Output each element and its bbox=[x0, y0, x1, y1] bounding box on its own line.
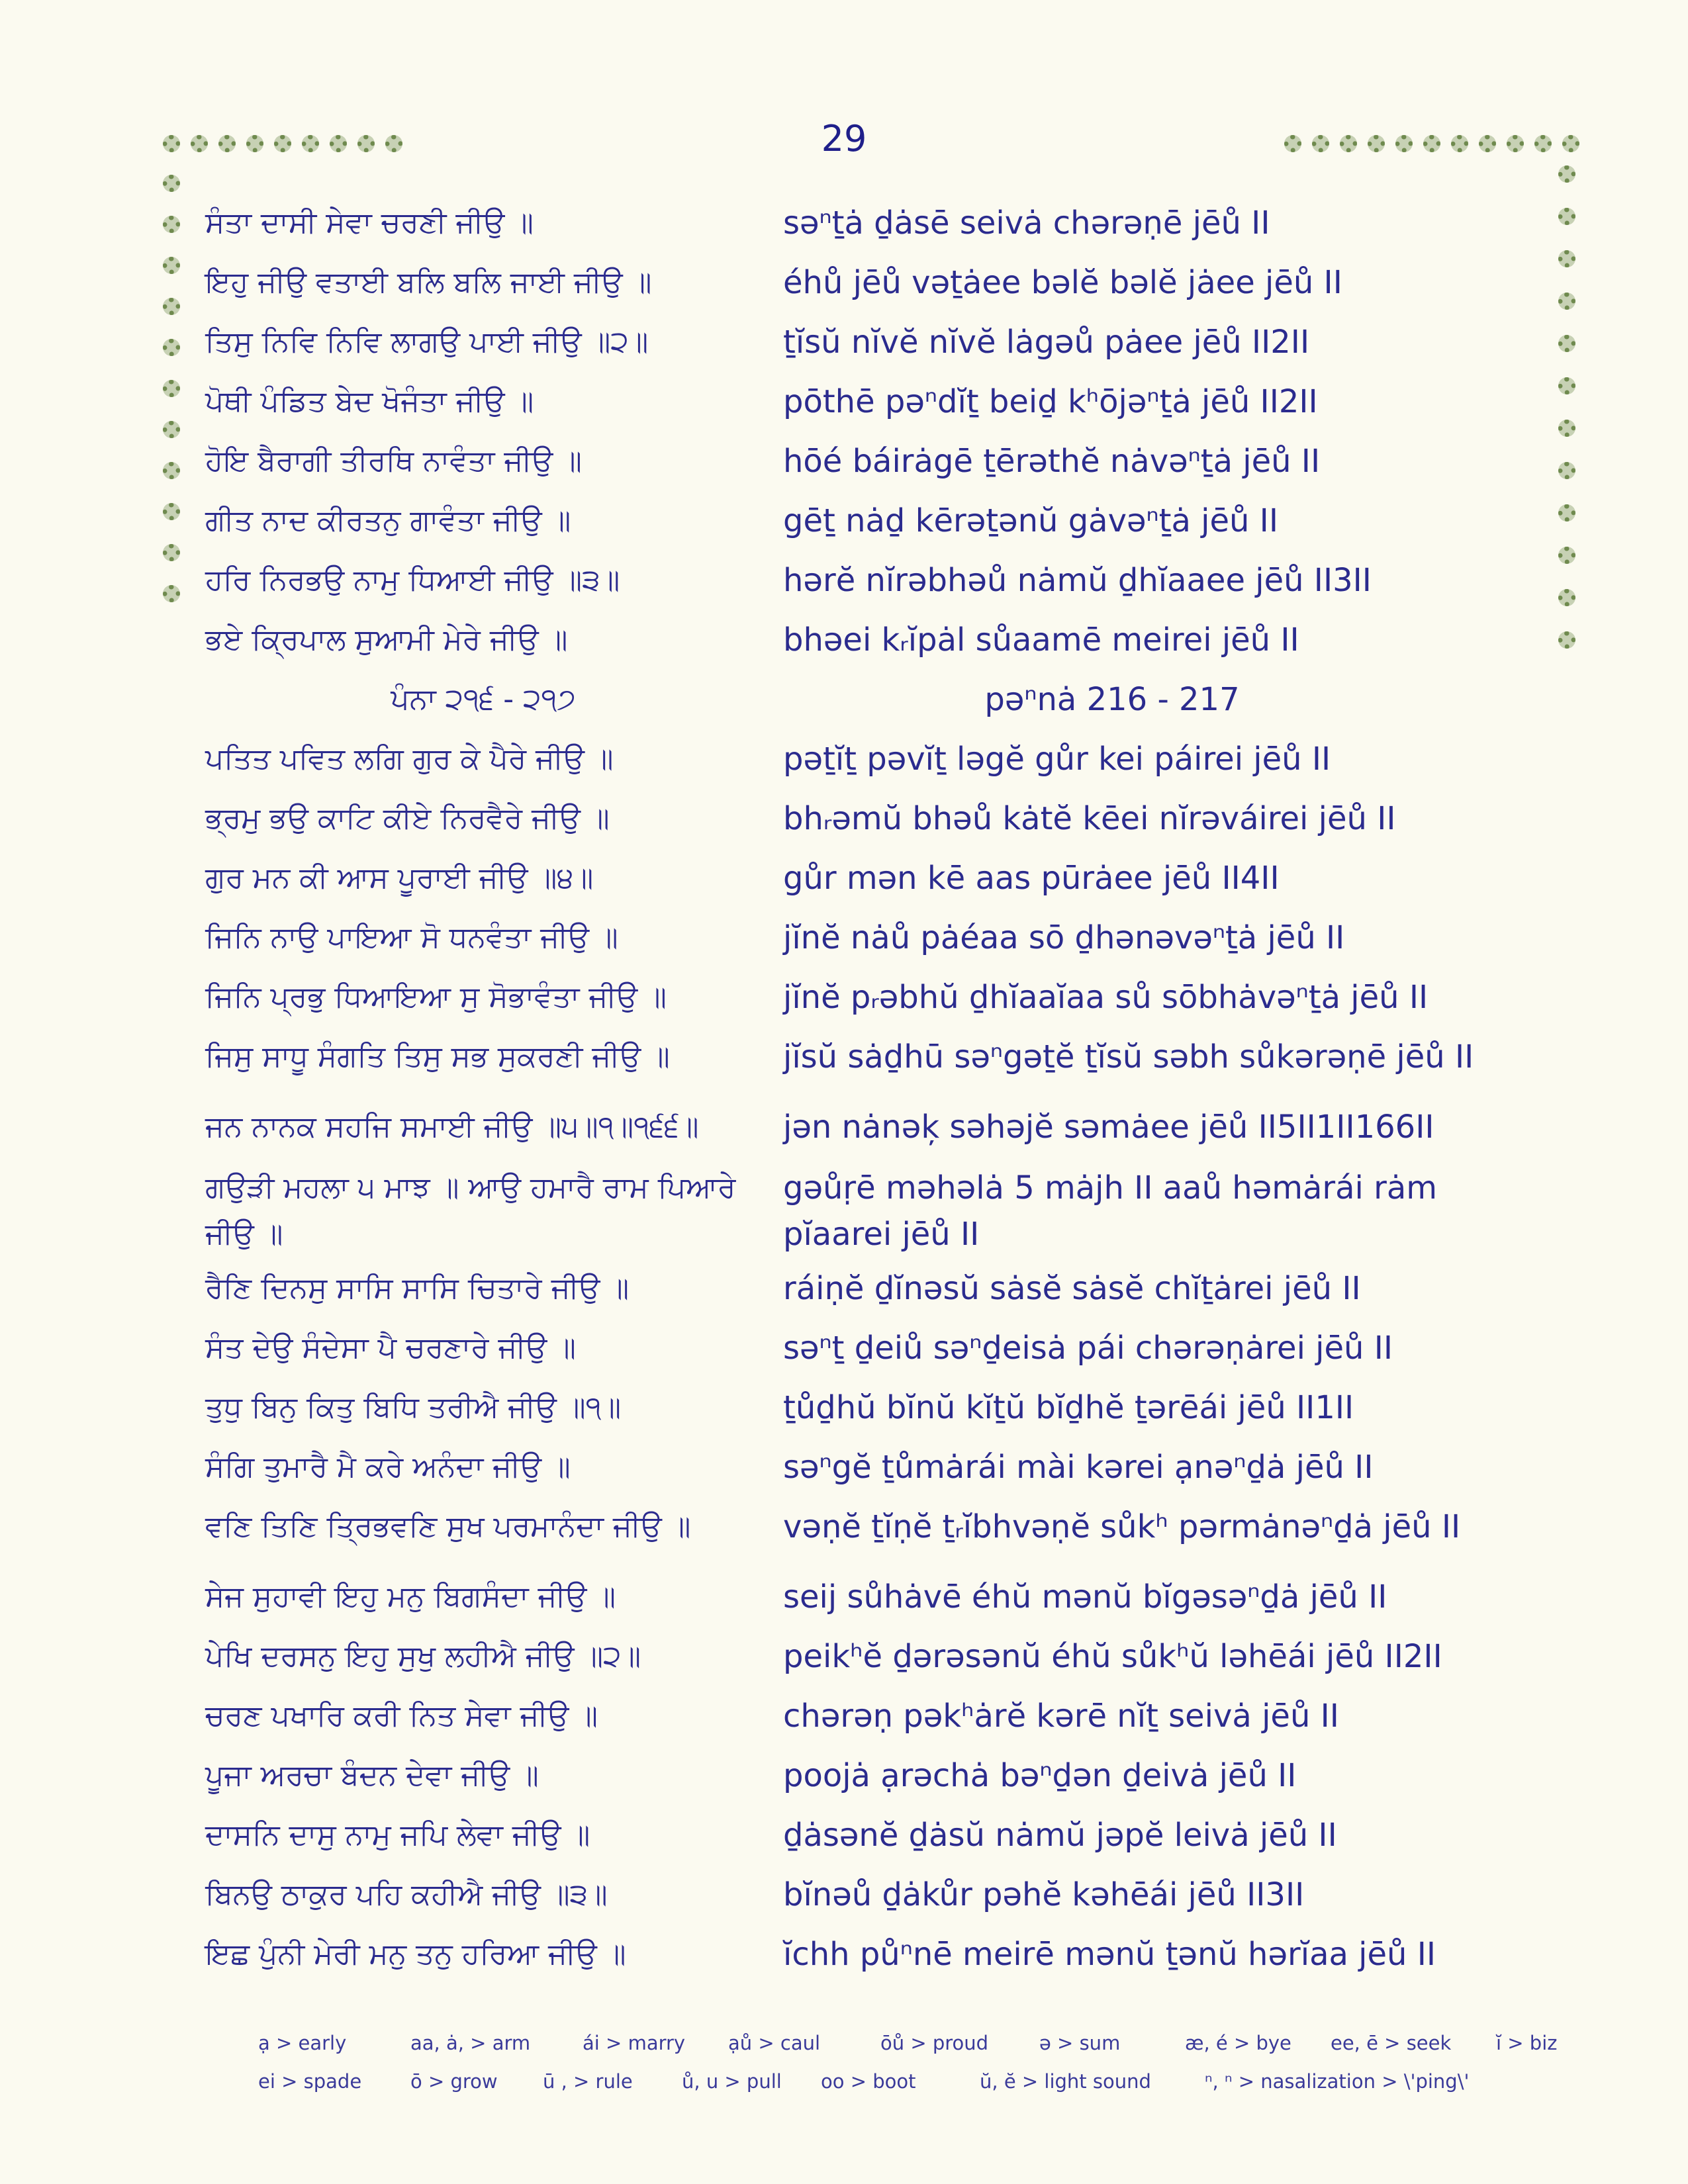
gurmukhi-text-continued: ਜੀਉ ॥ bbox=[205, 1217, 283, 1251]
legend-row bbox=[258, 2070, 1529, 2109]
legend-row bbox=[258, 2032, 1558, 2070]
flower-ornament-icon bbox=[218, 135, 236, 152]
transliteration-text: pōthē pəⁿdĭṯ beiḏ kʰōjəⁿṯȧ jēů II2II bbox=[783, 383, 1318, 420]
legend-item: ĭ > biz bbox=[1496, 2032, 1558, 2054]
flower-ornament-icon bbox=[163, 135, 180, 152]
gurmukhi-text: ਚਰਣ ਪਖਾਰਿ ਕਰੀ ਨਿਤ ਸੇਵਾ ਜੀਉ ॥ bbox=[205, 1699, 598, 1733]
transliteration-text: jən nȧnəķ səhəjĕ səmȧee jēů II5II1II166II bbox=[783, 1109, 1434, 1146]
transliteration-text: ṯůḏhŭ bĭnŭ kĭṯŭ bĭḏhĕ ṯərēái jēů II1II bbox=[783, 1389, 1354, 1426]
gurmukhi-text: ਪੰਨਾ ੨੧੬ - ੨੧੭ bbox=[391, 682, 576, 716]
gurmukhi-text: ਭਏ ਕ੍ਰਿਪਾਲ ਸੁਆਮੀ ਮੇਰੇ ਜੀਉ ॥ bbox=[205, 623, 568, 657]
flower-ornament-icon bbox=[163, 462, 180, 479]
transliteration-text: hərĕ nĭrəbhəů nȧmŭ ḏhĭaaee jēů II3II bbox=[783, 562, 1372, 599]
transliteration-text: jĭnĕ pᵣəbhŭ ḏhĭaaĭaa sů sōbhȧvəⁿṯȧ jēů II bbox=[783, 979, 1429, 1016]
gurmukhi-text: ਸੇਜ ਸੁਹਾਵੀ ਇਹੁ ਮਨੁ ਬਿਗਸੰਦਾ ਜੀਉ ॥ bbox=[205, 1580, 616, 1614]
flower-ornament-icon bbox=[1507, 135, 1524, 152]
flower-ornament-icon bbox=[246, 135, 263, 152]
gurmukhi-text: ਜਿਨਿ ਨਾਉ ਪਾਇਆ ਸੋ ਧਨਵੰਤਾ ਜੀਉ ॥ bbox=[205, 921, 618, 954]
flower-ornament-icon bbox=[163, 216, 180, 233]
flower-ornament-icon bbox=[163, 503, 180, 520]
gurmukhi-text: ਹਰਿ ਨਿਰਭਉ ਨਾਮੁ ਧਿਆਈ ਜੀਉ ॥੩॥ bbox=[205, 563, 620, 597]
legend-item: ŭ, ĕ > light sound bbox=[980, 2070, 1151, 2093]
page-number: 29 bbox=[821, 118, 867, 159]
transliteration-text: jĭsŭ sȧḏhū səⁿgəṯĕ ṯĭsŭ səbh sůkərəṇē jēů II bbox=[783, 1038, 1474, 1075]
legend-item: ạů > caul bbox=[728, 2032, 821, 2054]
flower-ornament-icon bbox=[163, 257, 180, 274]
gurmukhi-text: ਪੇਖਿ ਦਰਸਨੁ ਇਹੁ ਸੁਖੁ ਲਹੀਐ ਜੀਉ ॥੨॥ bbox=[205, 1639, 641, 1673]
legend-item: ⁿ, ⁿ > nasalization > \'ping\' bbox=[1205, 2070, 1470, 2093]
transliteration-text: seij sůhȧvē éhŭ mənŭ bĭgəsəⁿḏȧ jēů II bbox=[783, 1578, 1387, 1615]
flower-ornament-icon bbox=[302, 135, 319, 152]
gurmukhi-text: ਜਨ ਨਾਨਕ ਸਹਜਿ ਸਮਾਈ ਜੀਉ ॥੫॥੧॥੧੬੬॥ bbox=[205, 1110, 699, 1144]
flower-ornament-icon bbox=[1395, 135, 1413, 152]
gurmukhi-text: ਭ੍ਰਮੁ ਭਉ ਕਾਟਿ ਕੀਏ ਨਿਰਵੈਰੇ ਜੀਉ ॥ bbox=[205, 801, 610, 835]
flower-ornament-icon bbox=[1284, 135, 1301, 152]
flower-ornament-icon bbox=[163, 421, 180, 438]
transliteration-text: gēṯ nȧḏ kērəṯənŭ gȧvəⁿṯȧ jēů II bbox=[783, 502, 1278, 539]
flower-ornament-icon bbox=[1312, 135, 1329, 152]
flower-ornament-icon bbox=[357, 135, 375, 152]
legend-item: ō > grow bbox=[410, 2070, 498, 2093]
flower-ornament-icon bbox=[1340, 135, 1357, 152]
transliteration-text: ráiṇĕ ḏĭnəsŭ sȧsĕ sȧsĕ chĭṯȧrei jēů II bbox=[783, 1270, 1361, 1307]
gurmukhi-text: ਤਿਸੁ ਨਿਵਿ ਨਿਵਿ ਲਾਗਉ ਪਾਈ ਜੀਉ ॥੨॥ bbox=[205, 325, 649, 359]
transliteration-text: ḏȧsənĕ ḏȧsŭ nȧmŭ jəpĕ leivȧ jēů II bbox=[783, 1817, 1337, 1854]
flower-ornament-icon bbox=[1368, 135, 1385, 152]
gurmukhi-text: ਰੈਣਿ ਦਿਨਸੁ ਸਾਸਿ ਸਾਸਿ ਚਿਤਾਰੇ ਜੀਉ ॥ bbox=[205, 1271, 630, 1305]
transliteration-text: ṯĭsŭ nĭvĕ nĭvĕ lȧgəů pȧee jēů II2II bbox=[783, 324, 1310, 361]
transliteration-text: vəṇĕ ṯĭṇĕ ṯᵣĭbhvəṇĕ sůkʰ pərmȧnəⁿḏȧ jēů II bbox=[783, 1508, 1461, 1545]
transliteration-text: chərəṇ pəkʰȧrĕ kərē nĭṯ seivȧ jēů II bbox=[783, 1698, 1339, 1735]
gurmukhi-text: ਗੀਤ ਨਾਦ ਕੀਰਤਨੁ ਗਾਵੰਤਾ ਜੀਉ ॥ bbox=[205, 504, 571, 537]
legend-item: aa, ȧ, > arm bbox=[410, 2032, 531, 2054]
gurmukhi-text: ਤੁਧੁ ਬਿਨੁ ਕਿਤੁ ਬਿਧਿ ਤਰੀਐ ਜੀਉ ॥੧॥ bbox=[205, 1390, 622, 1424]
transliteration-text: gůr mən kē aas pūrȧee jēů II4II bbox=[783, 860, 1280, 897]
pronunciation-legend bbox=[258, 2032, 1558, 2109]
transliteration-text: pəṯĭṯ pəvĭṯ ləgĕ gůr kei páirei jēů II bbox=[783, 741, 1331, 778]
legend-item: ů, u > pull bbox=[682, 2070, 782, 2093]
gurmukhi-text: ਇਛ ਪੁੰਨੀ ਮੇਰੀ ਮਨੁ ਤਨੁ ਹਰਿਆ ਜੀਉ ॥ bbox=[205, 1937, 626, 1971]
transliteration-text: səⁿṯȧ ḏȧsē seivȧ chərəṇē jēů II bbox=[783, 205, 1270, 242]
transliteration-text: éhů jēů vəṯȧee bəlĕ bəlĕ jȧee jēů II bbox=[783, 264, 1342, 301]
gurmukhi-text: ਜਿਨਿ ਪ੍ਰਭੁ ਧਿਆਇਆ ਸੁ ਸੋਭਾਵੰਤਾ ਜੀਉ ॥ bbox=[205, 980, 667, 1014]
transliteration-text: ĭchh půⁿnē meirē mənŭ ṯənŭ hərĭaa jēů II bbox=[783, 1936, 1436, 1973]
legend-item: æ, é > bye bbox=[1185, 2032, 1291, 2054]
transliteration-text: peikʰĕ ḏərəsənŭ éhŭ sůkʰŭ ləhēái jēů II2II bbox=[783, 1638, 1442, 1675]
transliteration-text: bhəei kᵣĭpȧl sůaamē meirei jēů II bbox=[783, 621, 1299, 659]
legend-item: oo > boot bbox=[821, 2070, 916, 2093]
transliteration-text: hōé báirȧgē ṯērəthĕ nȧvəⁿṯȧ jēů II bbox=[783, 443, 1321, 480]
flower-ornament-icon bbox=[163, 585, 180, 602]
flower-ornament-icon bbox=[1562, 135, 1579, 152]
flower-ornament-icon bbox=[1534, 135, 1552, 152]
transliteration-text: səⁿṯ ḏeiů səⁿḏeisȧ pái chərəṇȧrei jēů II bbox=[783, 1330, 1393, 1367]
gurmukhi-text: ਗੁਰ ਮਨ ਕੀ ਆਸ ਪੂਰਾਈ ਜੀਉ ॥੪॥ bbox=[205, 861, 594, 895]
transliteration-text: jĭnĕ nȧů pȧéaa sō ḏhənəvəⁿṯȧ jēů II bbox=[783, 919, 1345, 956]
gurmukhi-text: ਸੰਤਾ ਦਾਸੀ ਸੇਵਾ ਚਰਣੀ ਜੀਉ ॥ bbox=[205, 206, 534, 240]
legend-item: ə > sum bbox=[1039, 2032, 1121, 2054]
flower-ornament-icon bbox=[163, 298, 180, 315]
legend-item: ee, ē > seek bbox=[1331, 2032, 1452, 2054]
flower-ornament-icon bbox=[1479, 135, 1496, 152]
gurmukhi-text: ਹੋਇ ਬੈਰਾਗੀ ਤੀਰਥਿ ਨਾਵੰਤਾ ਜੀਉ ॥ bbox=[205, 444, 582, 478]
gurmukhi-text: ਬਿਨਉ ਠਾਕੁਰ ਪਹਿ ਕਹੀਐ ਜੀਉ ॥੩॥ bbox=[205, 1878, 608, 1911]
transliteration-text: gəůṛē məhəlȧ 5 mȧjh II aaů həmȧrái rȧm pĭaarei jēů II bbox=[783, 1165, 1564, 1257]
gurmukhi-text: ਵਣਿ ਤਿਣਿ ਤ੍ਰਿਭਵਣਿ ਸੁਖ ਪਰਮਾਨੰਦਾ ਜੀਉ ॥ bbox=[205, 1510, 691, 1543]
flower-ornament-icon bbox=[330, 135, 347, 152]
flower-ornament-icon bbox=[163, 339, 180, 356]
flower-ornament-icon bbox=[1423, 135, 1440, 152]
transliteration-text: pəⁿnȧ 216 - 217 bbox=[984, 681, 1240, 718]
flower-ornament-icon bbox=[163, 175, 180, 192]
transliteration-text: səⁿgĕ ṯůmȧrái mài kərei ạnəⁿḏȧ jēů II bbox=[783, 1449, 1374, 1486]
legend-item: ōů > proud bbox=[880, 2032, 989, 2054]
transliteration-text: bĭnəů ḏȧkůr pəhĕ kəhēái jēů II3II bbox=[783, 1876, 1305, 1913]
flower-ornament-icon bbox=[1558, 165, 1575, 183]
gurmukhi-text: ਸੰਤ ਦੇਉ ਸੰਦੇਸਾ ਪੈ ਚਰਣਾਰੇ ਜੀਉ ॥ bbox=[205, 1331, 576, 1365]
gurmukhi-text: ਪੂਜਾ ਅਰਚਾ ਬੰਦਨ ਦੇਵਾ ਜੀਉ ॥ bbox=[205, 1758, 539, 1792]
flower-ornament-icon bbox=[1451, 135, 1468, 152]
transliteration-text: poojȧ ạrəchȧ bəⁿḏən ḏeivȧ jēů II bbox=[783, 1757, 1297, 1794]
flower-ornament-icon bbox=[163, 380, 180, 397]
flower-ornament-icon bbox=[191, 135, 208, 152]
gurmukhi-text: ਜਿਸੁ ਸਾਧੂ ਸੰਗਤਿ ਤਿਸੁ ਸਭ ਸੁਕਰਣੀ ਜੀਉ ॥ bbox=[205, 1040, 670, 1073]
gurmukhi-text: ਪਤਿਤ ਪਵਿਤ ਲਗਿ ਗੁਰ ਕੇ ਪੈਰੇ ਜੀਉ ॥ bbox=[205, 742, 614, 776]
legend-item: ái > marry bbox=[583, 2032, 686, 2054]
flower-ornament-icon bbox=[274, 135, 291, 152]
gurmukhi-text: ਪੋਥੀ ਪੰਡਿਤ ਬੇਦ ਖੋਜੰਤਾ ਜੀਉ ॥ bbox=[205, 385, 534, 418]
gurmukhi-text: ਦਾਸਨਿ ਦਾਸੁ ਨਾਮੁ ਜਪਿ ਲੇਵਾ ਜੀਉ ॥ bbox=[205, 1818, 590, 1852]
legend-item: ei > spade bbox=[258, 2070, 362, 2093]
legend-item: ū , > rule bbox=[543, 2070, 633, 2093]
gurmukhi-text: ਇਹੁ ਜੀਉ ਵਤਾਈ ਬਲਿ ਬਲਿ ਜਾਈ ਜੀਉ ॥ bbox=[205, 265, 652, 299]
gurmukhi-text: ਗਉੜੀ ਮਹਲਾ ੫ ਮਾਝ ॥ ਆਉ ਹਮਾਰੈ ਰਾਮ ਪਿਆਰੇ ਜੀਉ ॥ bbox=[205, 1165, 755, 1257]
transliteration-text: bhᵣəmŭ bhəů kȧtĕ kēei nĭrəváirei jēů II bbox=[783, 800, 1396, 837]
flower-ornament-icon bbox=[163, 544, 180, 561]
flower-ornament-icon bbox=[385, 135, 402, 152]
transliteration-text-continued: pĭaarei jēů II bbox=[783, 1216, 980, 1253]
legend-item: ạ > early bbox=[258, 2032, 347, 2054]
gurmukhi-text: ਸੰਗਿ ਤੁਮਾਰੈ ਮੈ ਕਰੇ ਅਨੰਦਾ ਜੀਉ ॥ bbox=[205, 1450, 571, 1484]
